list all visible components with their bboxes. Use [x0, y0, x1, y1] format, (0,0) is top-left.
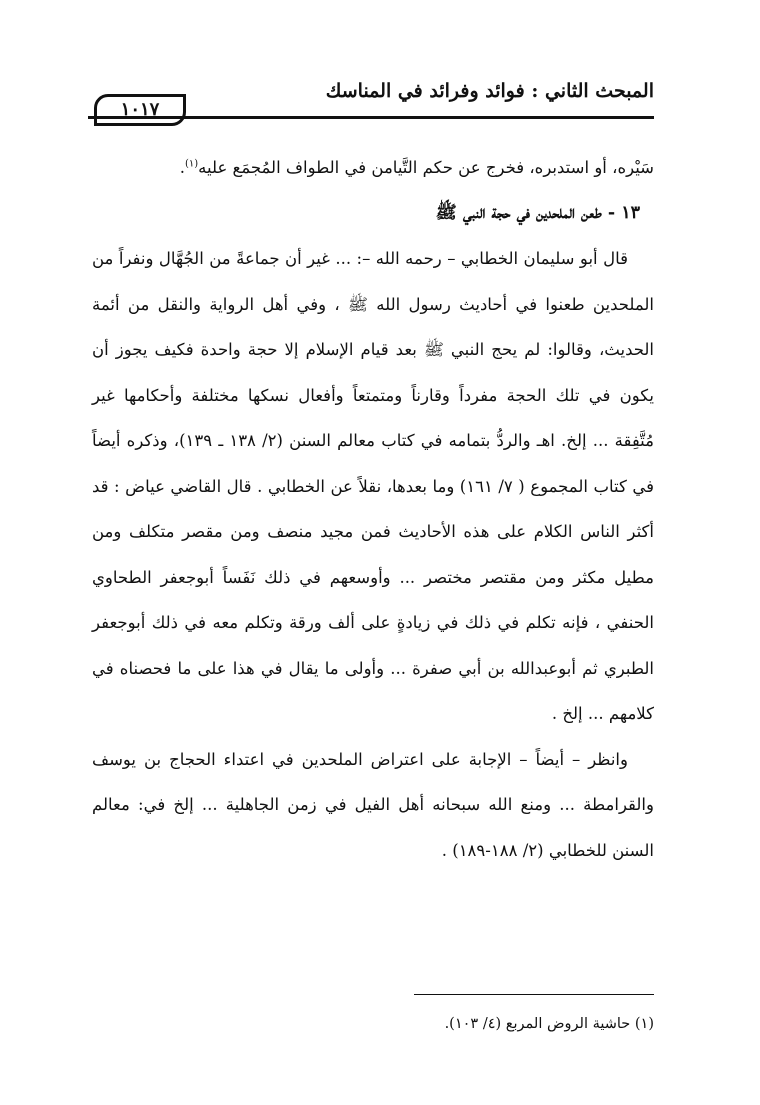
- page-header: [88, 74, 654, 126]
- footnote-separator: [414, 994, 654, 995]
- paragraph-see-also: وانظر – أيضاً – الإجابة على اعتراض الملحدين في اعتداء الحجاج بن يوسف والقرامطة ... ومنع الله سبحانه أهل الفيل في زمن الجاهلية ... إلخ في: معالم السنن للخطابي (٢/ ١٨٨-١٨٩) .: [92, 749, 654, 860]
- footnote-marker: (١): [184, 158, 199, 170]
- paragraph-text: سَيْره، أو استدبره، فخرج عن حكم التَّيامن في الطواف المُجمَع عليه: [198, 158, 654, 177]
- section-heading: ١٣ - طعن الملحدين في حجة النبي ﷺ: [435, 202, 640, 223]
- header-rule: [88, 116, 654, 119]
- paragraph-continuation: سَيْره، أو استدبره، فخرج عن حكم التَّيامن في الطواف المُجمَع عليه$^{(١)}$.: [179, 158, 654, 177]
- footnote: (١) حاشية الروض المربع (٤/ ١٠٣).: [444, 1016, 654, 1032]
- chapter-title: المبحث الثاني : فوائد وفرائد في المناسك: [325, 80, 654, 102]
- main-text: [92, 145, 654, 873]
- page-number: ١٠١٧: [94, 94, 186, 126]
- paragraph-main: قال أبو سليمان الخطابي – رحمه الله –: ... غير أن جماعةً من الجُهَّال ونفراً من الملحدين طعنوا في أحاديث رسول الله ﷺ ، وفي أهل الرواية والنقل من أئمة الحديث، وقالوا: لم يحج النبي ﷺ بعد قيام الإسلام إلا حجة واحدة فكيف يجوز أن يكون في تلك الحجة مفرداً وقارناً ومتمتعاً وأفعال نسكها مختلفة وأحكامها غير مُتَّفِقة ... إلخ. اهـ والردُّ بتمامه في كتاب معالم السنن (٢/ ١٣٨ ـ ١٣٩)، وذكره أيضاً في كتاب المجموع ( ٧/ ١٦١) وما بعدها، نقلاً عن الخطابي . قال القاضي عياض : قد أكثر الناس الكلام على هذه الأحاديث فمن مجيد منصف ومن مقصر متكلف ومن مطيل مكثر ومن مقتصر مختصر ... وأوسعهم في ذلك نَفَساً أبوجعفر الطحاوي الحنفي ، فإنه تكلم في ذلك في زيادةٍ على ألف ورقة وتكلم معه في ذلك أبوجعفر الطبري ثم أبوعبدالله بن أبي صفرة ... وأولى ما يقال في هذا على ما فحصناه في كلامهم ... إلخ .: [92, 249, 654, 723]
